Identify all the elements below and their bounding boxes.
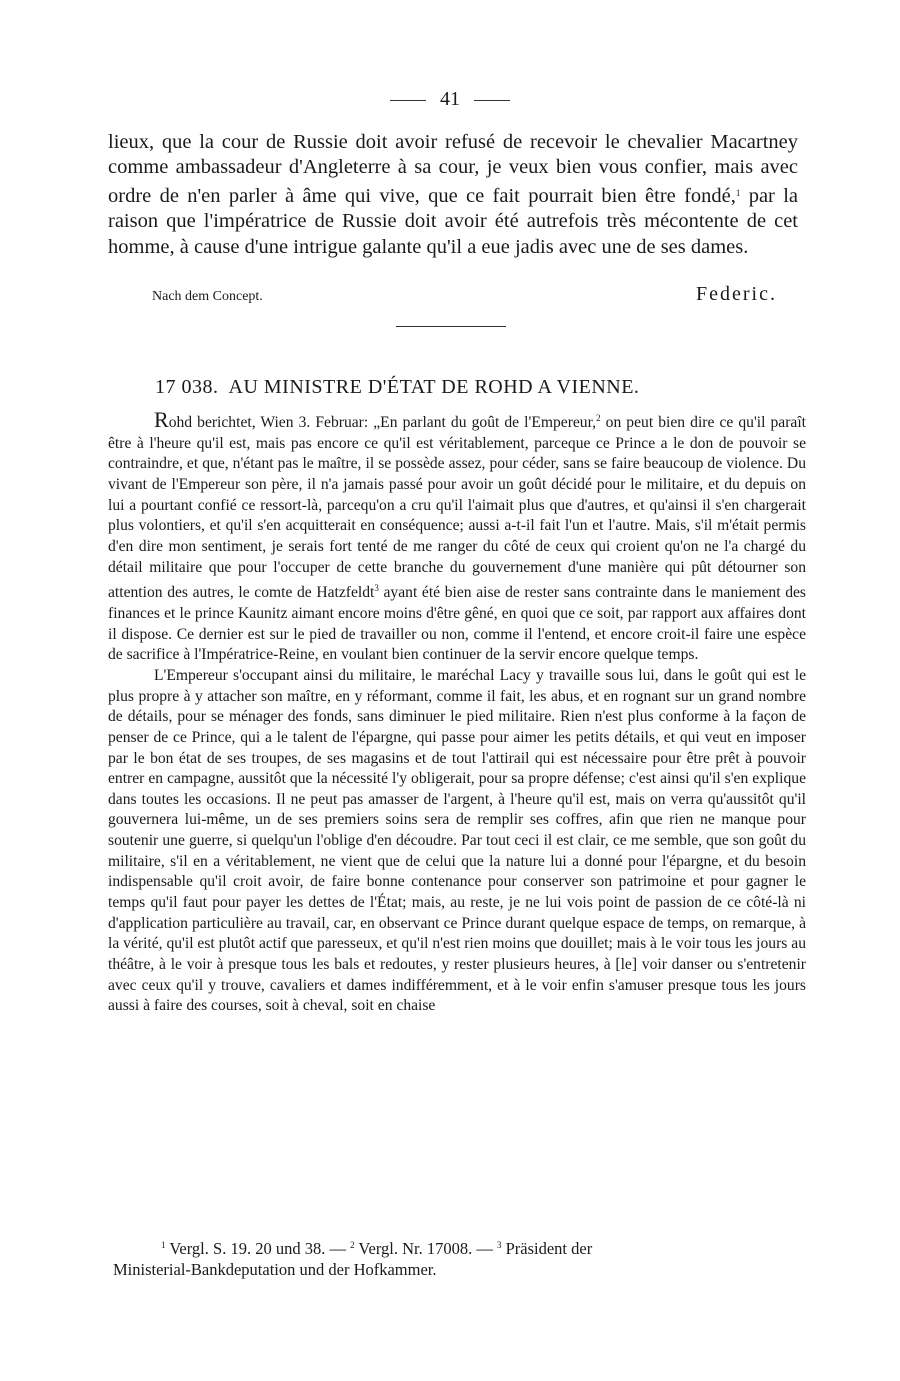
footnote-marker-2: 2 <box>350 1240 355 1250</box>
footnote-ref-1: 1 <box>735 187 741 198</box>
letter-body <box>108 408 806 1017</box>
footnote-3-text: Präsident der <box>501 1239 593 1258</box>
section-separator-rule <box>396 326 506 327</box>
drop-initial: R <box>154 407 169 432</box>
previous-letter-paragraph <box>108 130 798 260</box>
footnote-ref-3: 3 <box>374 583 379 594</box>
footnote-marker-1: 1 <box>161 1240 166 1250</box>
letter-number: 17 038. <box>155 376 219 398</box>
footnotes <box>113 1235 813 1280</box>
previous-letter-text-part1: lieux, que la cour de Russie doit avoir refusé de recevoir le chevalier Macartney comme ambassadeur d'Angleterre à sa cour, je veux bien vous confier, mais avec ordre de n'en parler à âme qui vive, que ce fait pourrait bien être fondé, <box>108 131 798 207</box>
footnote-1-text: Vergl. S. 19. 20 und 38. — <box>165 1239 351 1258</box>
footnote-marker-3: 3 <box>496 1240 502 1250</box>
page-number-text: 41 <box>440 88 460 110</box>
body-text-segment: ohd berichtet, Wien 3. Februar: „En parlant du goût de l'Empereur, <box>168 414 597 431</box>
section-heading <box>155 376 775 399</box>
page-number-right-rule <box>474 100 510 101</box>
letter-title: AU MINISTRE D'ÉTAT DE ROHD A VIENNE. <box>228 376 640 398</box>
footnote-3-continued: Ministerial-Bankdeputation und der Hofkammer. <box>113 1260 437 1279</box>
footnote-ref-2: 2 <box>596 413 601 423</box>
body-paragraph-2: L'Empereur s'occupant ainsi du militaire, le maréchal Lacy y travaille sous lui, dans le goût qui est le plus propre à y attacher son maître, en y réformant, comme il fait, les abus, et en rognant sur un grand nombre de détails, pour se ménager des fonds, sans diminuer le pied militaire. Rien n'est plus conforme à la façon de penser de ce Prince, qui a le talent de l'épargne, qui passe pour aimer les petits détails, et qui veut en imposer par le bon état de ses troupes, de ses magasins et de tout l'attirail qui est nécessaire pour être prêt à pouvoir entrer en campagne, aussitôt que la nécessité l'y obligerait, pour sa propre défense; c'est ainsi qu'il s'en explique dans toutes les occasions. Il ne peut pas amasser de l'argent, à l'heure qu'il est, mais on verra qu'aussitôt qu'il gouvernera lui-même, un de ses premiers soins sera de remplir ses coffres, afin que rien ne manque pour soutenir une guerre, si quelqu'un l'oblige d'en découdre. Par tout ceci il est clair, ce me semble, que son goût du militaire, s'il en a véritablement, ne vient que de celui que la nature lui a donné pour l'épargne, et du besoin indispensable qu'il croit avoir, de faire bonne contenance pour conserver son patrimoine et pour gagner le temps qu'il faut pour payer les dettes de l'État; mais, au reste, je ne lui vois point de passion de ce côté-là ni d'application particulière au travail, car, en observant ce Prince durant quelque espace de temps, on remarque, à la vérité, qu'il est plutôt actif que paresseux, et qu'il n'est rien moins que douillet; mais à le voir tous les jours au théâtre, à le voir à presque tous les bals et redoutes, y rester plusieurs heures, à [le] voir danser ou s'entretenir avec ceux qu'il y trouve, cavaliers et dames indifféremment, et à le voir enfin s'amuser presque tous les jours aussi à faire des courses, soit à cheval, soit en chaise <box>108 666 806 1015</box>
page-number-left-rule <box>390 100 426 101</box>
page-number <box>0 88 900 111</box>
signature: Federic. <box>696 283 777 305</box>
previous-letter-text-part2: par la raison que l'impératrice de Russie doit avoir été autrefois très mécontente de cet homme, à cause d'une intrigue galante qu'il a eue jadis avec une de ses dames. <box>108 184 798 258</box>
body-text-segment: ayant été bien aise de rester sans contrainte dans le maniement des finances et le prince Kaunitz aimant encore moins d'être gêné, en quoi que ce soit, par rapport aux affaires dont il dispose. Ce dernier est sur le pied de travailler ou non, comme il l'entend, et encore croit-il faire une espèce de sacrifice à l'Impératrice-Reine, en voulant bien continuer de la servir encore quelque temps. <box>108 584 806 664</box>
source-note: Nach dem Concept. <box>152 289 263 304</box>
body-paragraph-1 <box>108 408 806 666</box>
footnote-2-text: Vergl. Nr. 17008. — <box>354 1239 497 1258</box>
previous-letter-ending <box>108 130 798 260</box>
footnotes-line-1 <box>113 1235 813 1259</box>
body-text-segment: on peut bien dire ce qu'il paraît être à l'heure qu'il est, mais pas encore ce qu'il est véritablement, parceque ce Prince a le don de pouvoir se contraindre, et que, n'étant pas le maître, il se possède assez, pour céder, sans se faire beaucoup de violence. Du vivant de l'Empereur son père, il n'a jamais passé pour avoir un goût décidé pour le militaire, et du depuis on lui a pourtant confié ce ressort-là, parcequ'on a cru qu'il l'aimait plus que d'autres, et qu'ainsi il s'en chargerait plus volontiers, et qu'il s'en acquitterait en conséquence; aussi a-t-il fait l'un et l'autre. Mais, s'il m'était permis d'en dire mon sentiment, je serais fort tenté de me ranger du côté de ceux qui croient qu'on ne l'a chargé du détail militaire que pour l'occuper de cette branche du gouvernement d'une manière qui pût détourner son attention des autres, le comte de Hatzfeldt <box>108 414 807 602</box>
